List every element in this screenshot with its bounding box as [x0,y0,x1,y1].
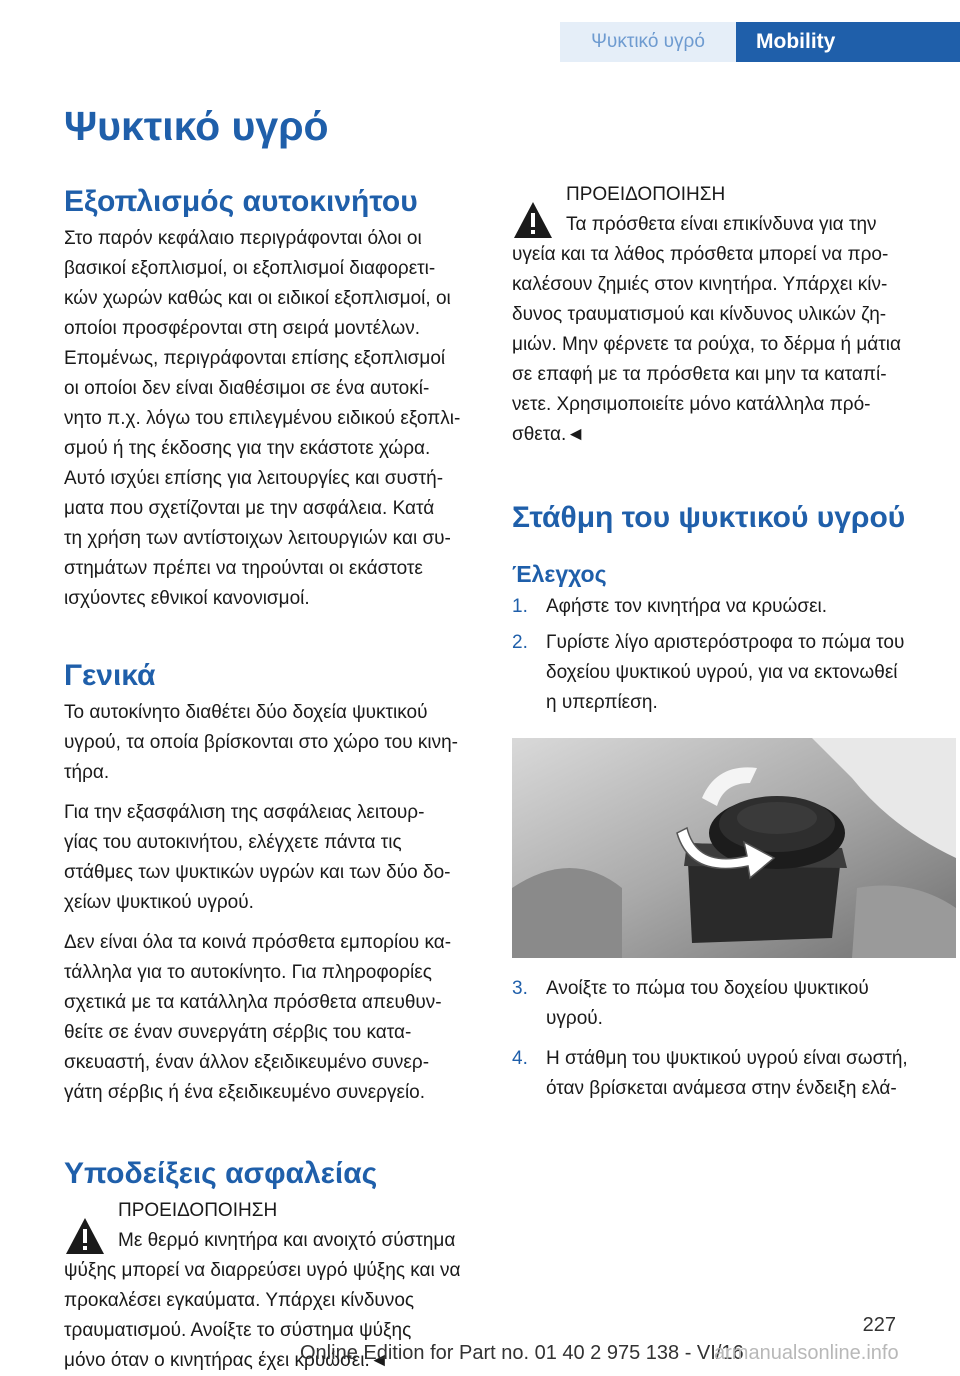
text-line: Ανοίξτε το πώμα του δοχείου ψυκτικού [546,978,869,999]
text-line: Επομένως, περιγράφονται επίσης εξοπλισμοί [64,348,446,369]
text-line: σθετα.◄ [512,424,586,445]
list-item [512,974,926,1034]
text-line: νητο π.χ. λόγω του επιλεγμένου ειδικού εξοπλι‐ [64,408,461,429]
list-item [512,592,926,622]
text-line: γίας του αυτοκινήτου, ελέγχετε πάντα τις [64,832,402,853]
text-line: ισχύοντες εθνικοί κανονισμοί. [64,588,310,609]
right-column [512,180,926,1104]
text-line: καλέσουν ζημιές στον κινητήρα. Υπάρχει κίν‐ [512,274,888,295]
text-line: στημάτων πρέπει να τηρούνται οι εκάστοτε [64,558,423,579]
steps-list-b [512,974,926,1104]
text-line: στάθμες των ψυκτικών υγρών και των δύο δο‐ [64,862,451,883]
list-item [512,628,926,718]
warning-icon [64,1216,106,1256]
warning-text [512,210,926,450]
text-line: Αυτό ισχύει επίσης για λειτουργίες και συστή‐ [64,468,444,489]
page-title: Ψυκτικό υγρό [64,103,329,149]
list-item [512,1044,926,1104]
text-line: σκευαστή, έναν άλλον εξειδικευμένο συνερ‐ [64,1052,430,1073]
equipment-heading: Εξοπλισμός αυτοκινήτου [64,185,418,218]
section-tab[interactable]: Ψυκτικό υγρό [560,22,736,62]
text-line: μιών. Μην φέρνετε τα ρούχα, το δέρμα ή μάτια [512,334,901,355]
warning-label: ΠΡΟΕΙΔΟΠΟΙΗΣΗ [566,184,726,205]
page-number: 227 [862,1314,896,1336]
text-line: Αφήστε τον κινητήρα να κρυώσει. [546,596,828,617]
text-line: οποίοι προσφέρονται στη σειρά μοντέλων. [64,318,420,339]
steps-list-a [512,592,926,718]
text-line: δυνος τραυματισμού και κίνδυνος υλικών ζη‐ [512,304,887,325]
text-line: χείων ψυκτικού υγρού. [64,892,254,913]
text-line: σχετικά με τα κατάλληλα πρόσθετα απευθυν‐ [64,992,442,1013]
text-line: τη χρήση των αντίστοιχων λειτουργιών και συ‐ [64,528,451,549]
text-line: σμού ή της έκδοσης για την εκάστοτε χώρα. [64,438,431,459]
text-line: ματα που σχετίζονται με την ασφάλεια. Κατά [64,498,435,519]
text-line: θείτε σε έναν συνεργάτη σέρβις του κατα‐ [64,1022,412,1043]
text-line: νετε. Χρησιμοποιείτε μόνο κατάλληλα πρό‐ [512,394,871,415]
additives-warning [512,180,926,450]
text-line: Στο παρόν κεφάλαιο περιγράφονται όλοι οι [64,228,422,249]
coolant-reservoir-photo [512,738,956,958]
text-line: προκαλέσει εγκαύματα. Υπάρχει κίνδυνος [64,1290,415,1311]
watermark-text: armanualsonline.info [714,1342,899,1364]
general-paragraph-3 [64,928,478,1108]
text-line: υγρού. [546,1008,603,1029]
general-paragraph-2 [64,798,478,918]
text-line: υγεία και τα λάθος πρόσθετα μπορεί να προ‐ [512,244,889,265]
step-number: 1. [512,596,528,617]
text-line: όταν βρίσκεται ανάμεσα στην ένδειξη ελά‐ [546,1078,897,1099]
text-line: υγρού, τα οποία βρίσκονται στο χώρο του κινη‐ [64,732,458,753]
text-line: μόνο όταν ο κινητήρας έχει κρυώσει.◄ [64,1350,389,1371]
step-number: 3. [512,978,528,999]
text-line: βασικοί εξοπλισμοί, οι εξοπλισμοί διαφορετι‐ [64,258,436,279]
text-line: κών χωρών καθώς και οι ειδικοί εξοπλισμοί, οι [64,288,451,309]
step-number: 2. [512,632,528,653]
general-paragraph-1 [64,698,478,788]
check-subheading: Έλεγχος [512,561,607,587]
text-line: ψύξης μπορεί να διαρρεύσει υγρό ψύξης και να [64,1260,461,1281]
safety-heading: Υποδείξεις ασφαλείας [64,1157,378,1190]
warning-label: ΠΡΟΕΙΔΟΠΟΙΗΣΗ [118,1200,278,1221]
warning-icon [512,200,554,240]
coolant-level-heading: Στάθμη του ψυκτικού υγρού [512,501,906,534]
text-line: η υπερπίεση. [546,692,658,713]
text-line: Τα πρόσθετα είναι επικίνδυνα για την [566,214,877,235]
text-line: γάτη σέρβις ή ένα εξειδικευμένο συνεργείο. [64,1082,426,1103]
equipment-paragraph [64,224,478,614]
chapter-tab[interactable]: Mobility [736,22,960,62]
text-line: τάλληλα για το αυτοκίνητο. Για πληροφορίες [64,962,432,983]
text-line: δοχείου ψυκτικού υγρού, για να εκτονωθεί [546,662,898,683]
text-line: Η στάθμη του ψυκτικού υγρού είναι σωστή, [546,1048,908,1069]
edition-text: Online Edition for Part no. 01 40 2 975 138 - VI/16 [300,1342,744,1364]
step-number: 4. [512,1048,528,1069]
text-line: Με θερμό κινητήρα και ανοιχτό σύστημα [118,1230,456,1251]
text-line: Γυρίστε λίγο αριστερόστροφα το πώμα του [546,632,905,653]
general-heading: Γενικά [64,659,156,692]
text-line: Για την εξασφάλιση της ασφάλειας λειτουρ‐ [64,802,425,823]
text-line: οι οποίοι δεν είναι διαθέσιμοι σε ένα αυτοκί‐ [64,378,430,399]
text-line: σε επαφή με τα πρόσθετα και μην τα καταπί‐ [512,364,887,385]
left-column [64,180,478,1376]
text-line: τραυματισμού. Ανοίξτε το σύστημα ψύξης [64,1320,412,1341]
text-line: Δεν είναι όλα τα κοινά πρόσθετα εμπορίου κα‐ [64,932,452,953]
text-line: τήρα. [64,762,110,783]
text-line: Το αυτοκίνητο διαθέτει δύο δοχεία ψυκτικού [64,702,428,723]
